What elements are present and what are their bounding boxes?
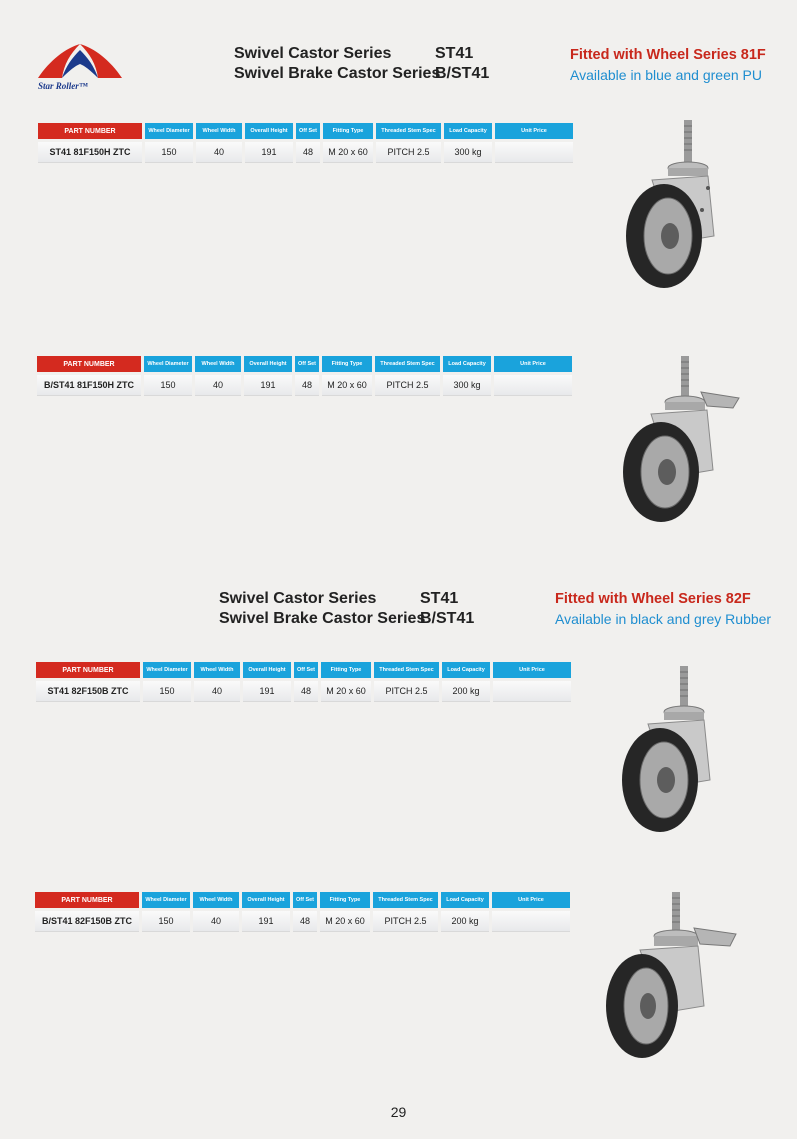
- load-capacity-cell: 200 kg: [442, 681, 490, 702]
- header-wheel-width: Wheel Width: [195, 356, 241, 372]
- header-off-set: Off Set: [295, 356, 319, 372]
- series-title-block-1: [234, 44, 494, 84]
- wheel-diameter-cell: 150: [143, 681, 191, 702]
- brake-series-code: B/ST41: [420, 610, 475, 627]
- series-code: ST41: [435, 45, 474, 62]
- header-fitting-type: Fitting Type: [321, 662, 371, 678]
- wheel-width-cell: 40: [194, 681, 240, 702]
- header-part-number: PART NUMBER: [35, 892, 139, 908]
- swivel-castor-image: [612, 118, 732, 290]
- unit-price-cell[interactable]: [492, 911, 570, 932]
- overall-height-cell: 191: [244, 375, 292, 396]
- part-number-cell: B/ST41 82F150B ZTC: [35, 911, 139, 932]
- page-number: 29: [390, 1104, 407, 1120]
- fitting-type-cell: M 20 x 60: [322, 375, 372, 396]
- header-unit-price: Unit Price: [492, 892, 570, 908]
- fitting-type-cell: M 20 x 60: [321, 681, 371, 702]
- header-off-set: Off Set: [293, 892, 317, 908]
- header-wheel-diameter: Wheel Diameter: [142, 892, 190, 908]
- fitted-wheel-title: Fitted with Wheel Series 82F: [555, 591, 751, 607]
- wheel-diameter-cell: 150: [142, 911, 190, 932]
- series-name: Swivel Castor Series: [219, 590, 377, 607]
- spec-table-3: [36, 662, 576, 706]
- wheel-width-cell: 40: [193, 911, 239, 932]
- header-off-set: Off Set: [296, 123, 320, 139]
- unit-price-cell[interactable]: [493, 681, 571, 702]
- unit-price-cell[interactable]: [494, 375, 572, 396]
- header-fitting-type: Fitting Type: [322, 356, 372, 372]
- load-capacity-cell: 300 kg: [443, 375, 491, 396]
- overall-height-cell: 191: [245, 142, 293, 163]
- fitted-wheel-title: Fitted with Wheel Series 81F: [570, 47, 766, 63]
- overall-height-cell: 191: [242, 911, 290, 932]
- load-capacity-cell: 200 kg: [441, 911, 489, 932]
- header-load-capacity: Load Capacity: [443, 356, 491, 372]
- off-set-cell: 48: [296, 142, 320, 163]
- header-wheel-width: Wheel Width: [194, 662, 240, 678]
- header-wheel-diameter: Wheel Diameter: [145, 123, 193, 139]
- series-title-block-2: [219, 589, 479, 629]
- off-set-cell: 48: [294, 681, 318, 702]
- load-capacity-cell: 300 kg: [444, 142, 492, 163]
- brand-logo-mark: [30, 40, 130, 82]
- header-unit-price: Unit Price: [493, 662, 571, 678]
- unit-price-cell[interactable]: [495, 142, 573, 163]
- off-set-cell: 48: [295, 375, 319, 396]
- stem-spec-cell: PITCH 2.5: [373, 911, 438, 932]
- spec-table-2: [37, 356, 577, 400]
- wheel-diameter-cell: 150: [145, 142, 193, 163]
- header-wheel-width: Wheel Width: [193, 892, 239, 908]
- brake-series-name: Swivel Brake Castor Series: [219, 610, 426, 627]
- part-number-cell: ST41 82F150B ZTC: [36, 681, 140, 702]
- spec-table-1: [38, 123, 578, 167]
- header-overall-height: Overall Height: [243, 662, 291, 678]
- header-part-number: PART NUMBER: [37, 356, 141, 372]
- brake-series-name: Swivel Brake Castor Series: [234, 65, 441, 82]
- spec-table-4: [35, 892, 575, 936]
- header-part-number: PART NUMBER: [36, 662, 140, 678]
- fitting-type-cell: M 20 x 60: [323, 142, 373, 163]
- available-colors-text: Available in black and grey Rubber: [555, 611, 772, 627]
- part-number-cell: B/ST41 81F150H ZTC: [37, 375, 141, 396]
- brand-logo: [30, 40, 130, 100]
- stem-spec-cell: PITCH 2.5: [375, 375, 440, 396]
- header-fitting-type: Fitting Type: [320, 892, 370, 908]
- part-number-cell: ST41 81F150H ZTC: [38, 142, 142, 163]
- available-colors-text: Available in blue and green PU: [570, 67, 762, 83]
- stem-spec-cell: PITCH 2.5: [374, 681, 439, 702]
- header-load-capacity: Load Capacity: [441, 892, 489, 908]
- header-load-capacity: Load Capacity: [444, 123, 492, 139]
- header-stem-spec: Threaded Stem Spec: [376, 123, 441, 139]
- header-wheel-diameter: Wheel Diameter: [144, 356, 192, 372]
- header-off-set: Off Set: [294, 662, 318, 678]
- series-name: Swivel Castor Series: [234, 45, 392, 62]
- fitting-type-cell: M 20 x 60: [320, 911, 370, 932]
- header-overall-height: Overall Height: [242, 892, 290, 908]
- stem-spec-cell: PITCH 2.5: [376, 142, 441, 163]
- header-load-capacity: Load Capacity: [442, 662, 490, 678]
- header-stem-spec: Threaded Stem Spec: [374, 662, 439, 678]
- header-overall-height: Overall Height: [244, 356, 292, 372]
- swivel-castor-image: [610, 662, 730, 834]
- overall-height-cell: 191: [243, 681, 291, 702]
- brake-series-code: B/ST41: [435, 65, 490, 82]
- series-code: ST41: [420, 590, 459, 607]
- header-part-number: PART NUMBER: [38, 123, 142, 139]
- off-set-cell: 48: [293, 911, 317, 932]
- header-stem-spec: Threaded Stem Spec: [375, 356, 440, 372]
- wheel-width-cell: 40: [195, 375, 241, 396]
- wheel-width-cell: 40: [196, 142, 242, 163]
- brake-castor-image: [615, 352, 745, 524]
- header-overall-height: Overall Height: [245, 123, 293, 139]
- header-unit-price: Unit Price: [495, 123, 573, 139]
- brand-logo-text: Star Roller™: [38, 81, 88, 91]
- brake-castor-image: [602, 888, 742, 1060]
- header-fitting-type: Fitting Type: [323, 123, 373, 139]
- header-unit-price: Unit Price: [494, 356, 572, 372]
- wheel-diameter-cell: 150: [144, 375, 192, 396]
- header-stem-spec: Threaded Stem Spec: [373, 892, 438, 908]
- header-wheel-diameter: Wheel Diameter: [143, 662, 191, 678]
- header-wheel-width: Wheel Width: [196, 123, 242, 139]
